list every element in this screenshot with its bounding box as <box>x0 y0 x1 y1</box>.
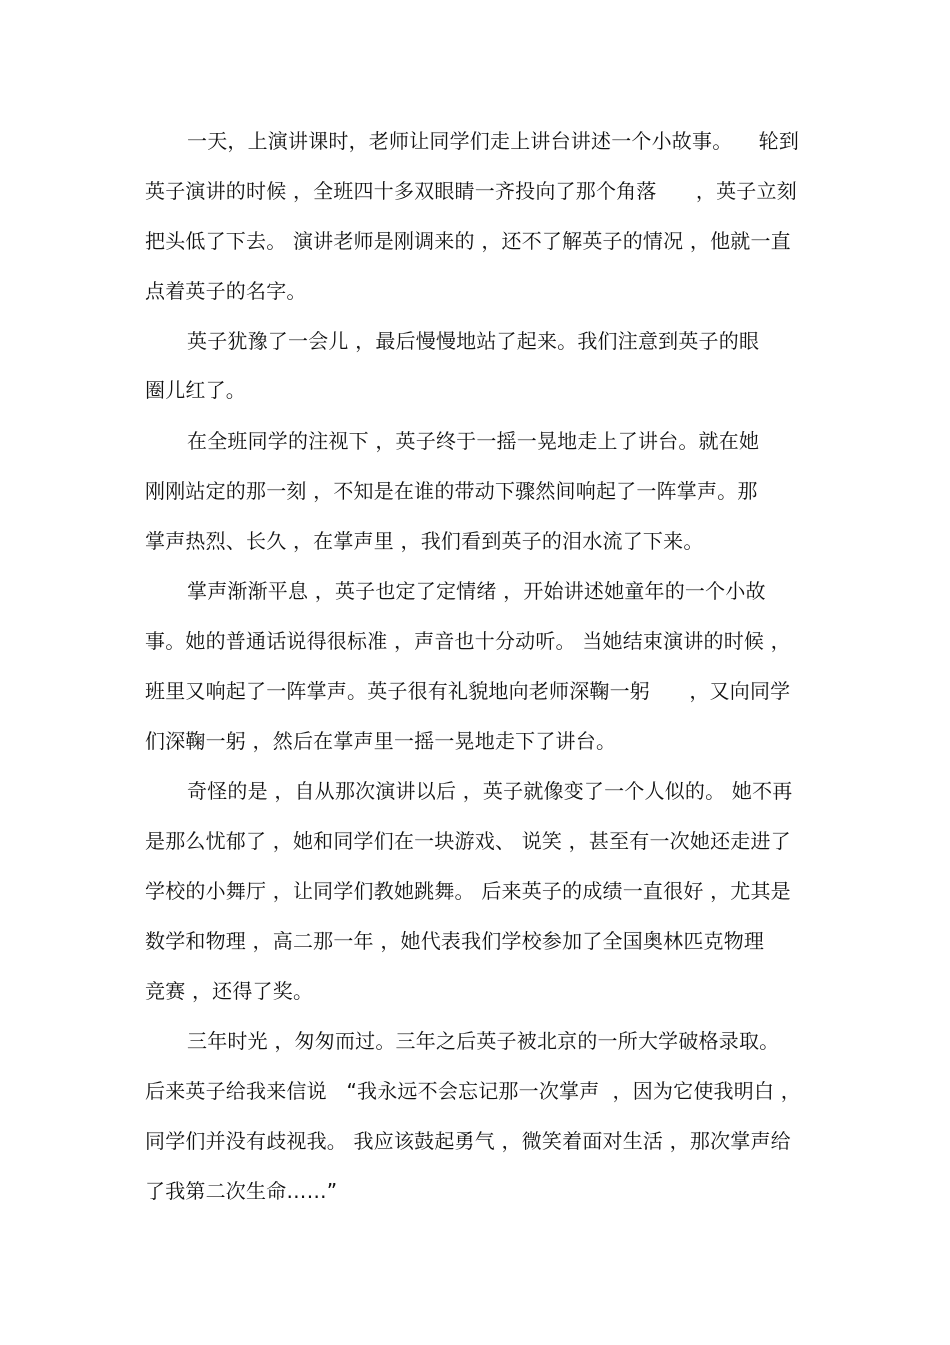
paragraph-6-line-4: 了我第二次生命……” <box>145 1179 338 1203</box>
paragraph-3-line-3: 掌声热烈、长久 ，在掌声里 ，我们看到英子的泪水流了下来。 <box>145 529 704 553</box>
paragraph-4-line-2: 事。她的普通话说得很标准 ，声音也十分动听。 当她结束演讲的时候 ， <box>145 629 791 653</box>
paragraph-5-line-1: 奇怪的是 ，自从那次演讲以后 ，英子就像变了一个人似的。 她不再 <box>187 779 793 803</box>
paragraph-4-line-1: 掌声渐渐平息 ，英子也定了定情绪 ，开始讲述她童年的一个小故 <box>187 579 766 603</box>
paragraph-5-line-4: 数学和物理 ，高二那一年 ，她代表我们学校参加了全国奥林匹克物理 <box>145 929 765 953</box>
paragraph-2-line-2: 圈儿红了。 <box>145 378 246 402</box>
paragraph-3-line-2: 刚刚站定的那一刻 ，不知是在谁的带动下骤然间响起了一阵掌声。那 <box>145 479 758 503</box>
paragraph-1-line-2: 英子演讲的时候 ，全班四十多双眼睛一齐投向了那个角落 ，英子立刻 <box>145 179 797 203</box>
paragraph-5-line-2: 是那么忧郁了 ，她和同学们在一块游戏、 说笑 ，甚至有一次她还走进了 <box>145 829 791 853</box>
paragraph-5-line-3: 学校的小舞厅 ，让同学们教她跳舞。 后来英子的成绩一直很好 ，尤其是 <box>145 879 791 903</box>
paragraph-6-line-1: 三年时光 ，匆匆而过。三年之后英子被北京的一所大学破格录取。 <box>187 1029 780 1053</box>
paragraph-1-line-4: 点着英子的名字。 <box>145 279 307 303</box>
paragraph-4-line-4: 们深鞠一躬 ，然后在掌声里一摇一晃地走下了讲台。 <box>145 729 617 753</box>
paragraph-1-line-3: 把头低了下去。 演讲老师是刚调来的 ，还不了解英子的情况 ，他就一直 <box>145 229 791 253</box>
paragraph-3-line-1: 在全班同学的注视下 ，英子终于一摇一晃地走上了讲台。就在她 <box>187 429 760 453</box>
paragraph-6-line-2: 后来英子给我来信说 “我永远不会忘记那一次掌声 ，因为它使我明白 ， <box>145 1079 801 1103</box>
paragraph-1-line-1: 一天，上演讲课时，老师让同学们走上讲台讲述一个小故事。 轮到 <box>187 129 800 153</box>
paragraph-6-line-3: 同学们并没有歧视我。 我应该鼓起勇气 ，微笑着面对生活 ，那次掌声给 <box>145 1129 791 1153</box>
paragraph-5-line-5: 竞赛 ，还得了奖。 <box>145 979 314 1003</box>
paragraph-4-line-3: 班里又响起了一阵掌声。英子很有礼貌地向老师深鞠一躬 ，又向同学 <box>145 679 791 703</box>
paragraph-2-line-1: 英子犹豫了一会儿 ，最后慢慢地站了起来。我们注意到英子的眼 <box>187 329 760 353</box>
